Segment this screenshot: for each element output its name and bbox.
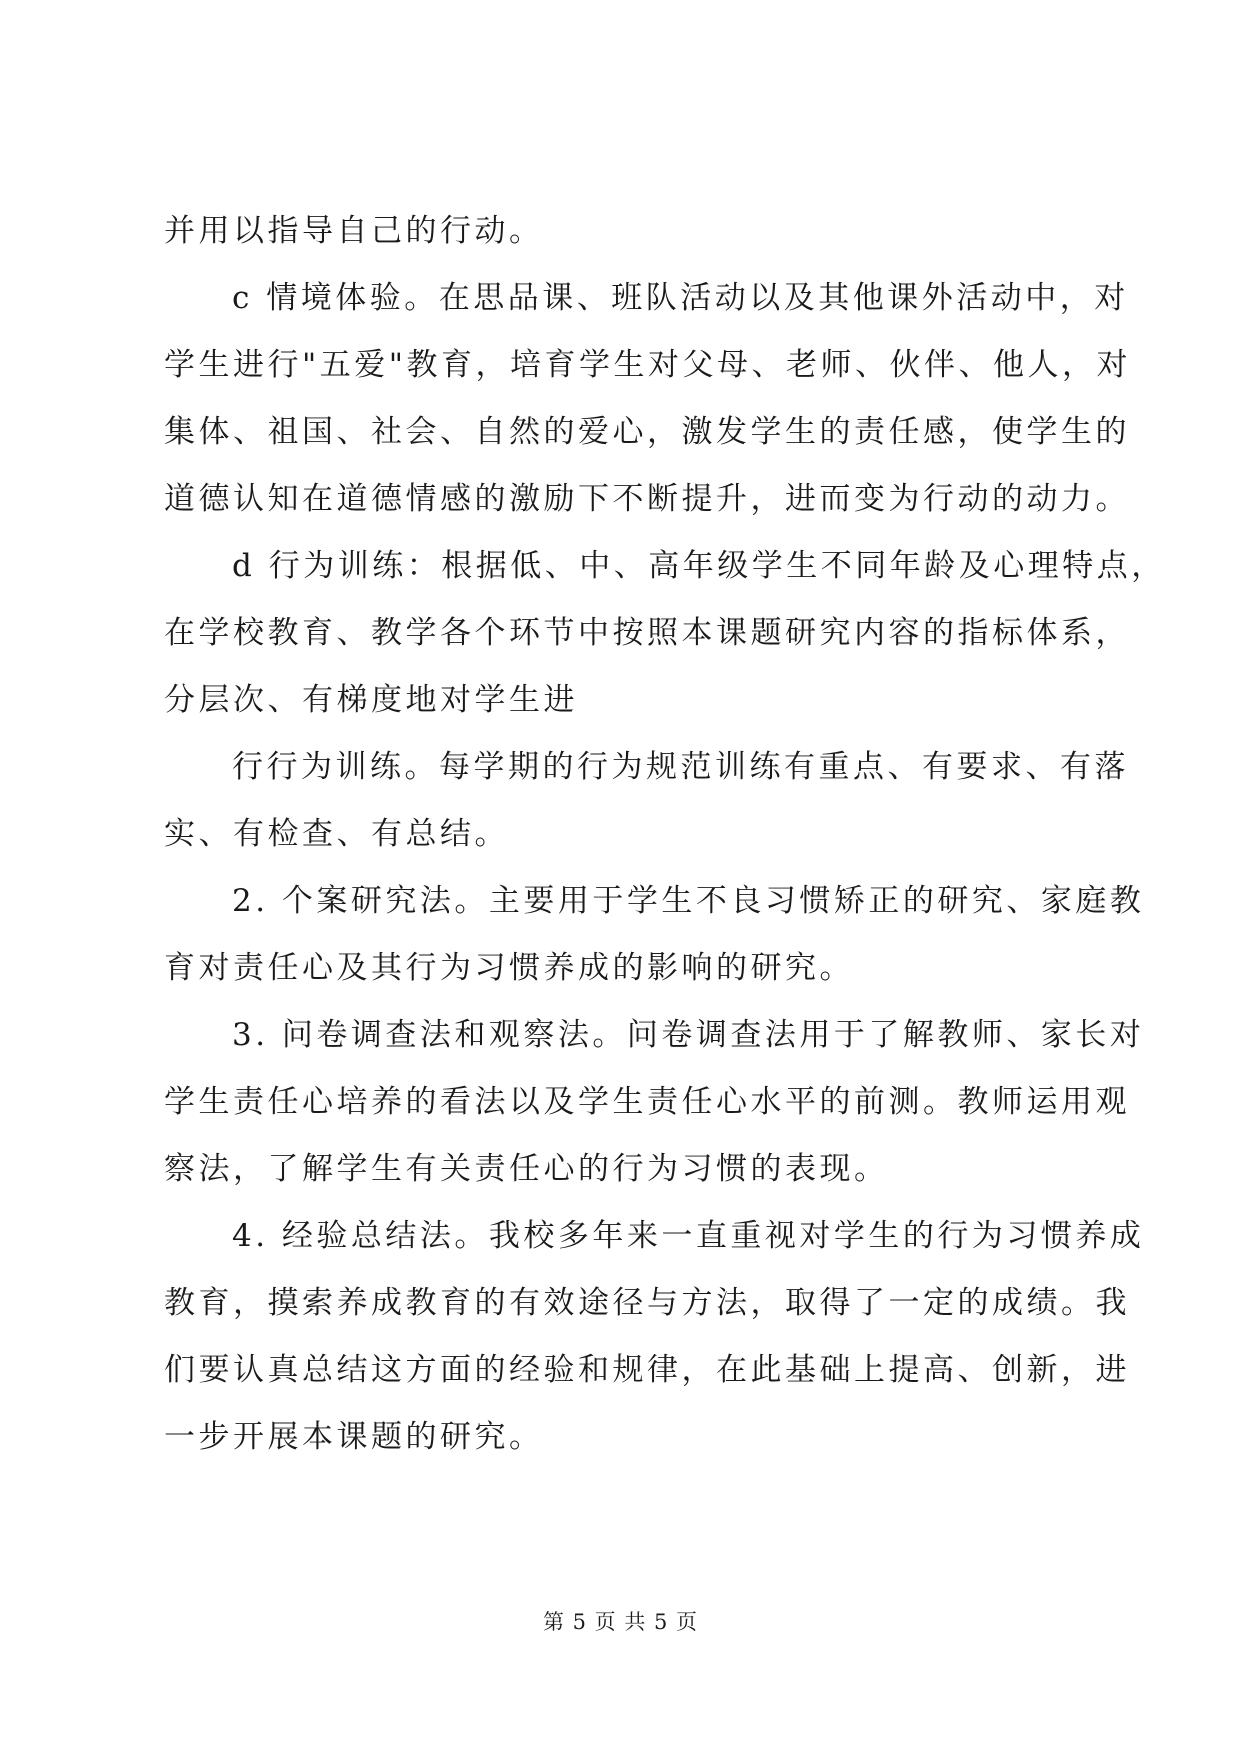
text-line: 3. 问卷调查法和观察法。问卷调查法用于了解教师、家长对 bbox=[232, 1017, 1145, 1053]
text-line: 实、有检查、有总结。 bbox=[164, 816, 509, 852]
text-line: c 情境体验。在思品课、班队活动以及其他课外活动中，对 bbox=[232, 280, 1129, 316]
text-line: 2. 个案研究法。主要用于学生不良习惯矫正的研究、家庭教 bbox=[232, 883, 1145, 919]
text-line: 分层次、有梯度地对学生进 bbox=[164, 682, 578, 718]
text-line: d 行为训练：根据低、中、高年级学生不同年龄及心理特点， bbox=[232, 548, 1166, 584]
text-line: 察法，了解学生有关责任心的行为习惯的表现。 bbox=[164, 1151, 889, 1187]
text-line: 4. 经验总结法。我校多年来一直重视对学生的行为习惯养成 bbox=[232, 1218, 1145, 1254]
text-line: 们要认真总结这方面的经验和规律，在此基础上提高、创新，进 bbox=[164, 1352, 1130, 1388]
text-line: 并用以指导自己的行动。 bbox=[164, 213, 544, 249]
text-line: 育对责任心及其行为习惯养成的影响的研究。 bbox=[164, 950, 854, 986]
text-line: 学生责任心培养的看法以及学生责任心水平的前测。教师运用观 bbox=[164, 1084, 1130, 1120]
text-line: 学生进行"五爱"教育，培育学生对父母、老师、伙伴、他人，对 bbox=[164, 347, 1132, 383]
text-line: 在学校教育、教学各个环节中按照本课题研究内容的指标体系， bbox=[164, 615, 1130, 651]
text-line: 教育，摸索养成教育的有效途径与方法，取得了一定的成绩。我 bbox=[164, 1285, 1130, 1321]
text-line: 行行为训练。每学期的行为规范训练有重点、有要求、有落 bbox=[232, 749, 1129, 785]
text-line: 集体、祖国、社会、自然的爱心，激发学生的责任感，使学生的 bbox=[164, 414, 1130, 450]
text-line: 道德认知在道德情感的激励下不断提升，进而变为行动的动力。 bbox=[164, 481, 1130, 517]
text-line: 一步开展本课题的研究。 bbox=[164, 1419, 544, 1455]
page-footer: 第 5 页 共 5 页 bbox=[542, 1610, 699, 1634]
